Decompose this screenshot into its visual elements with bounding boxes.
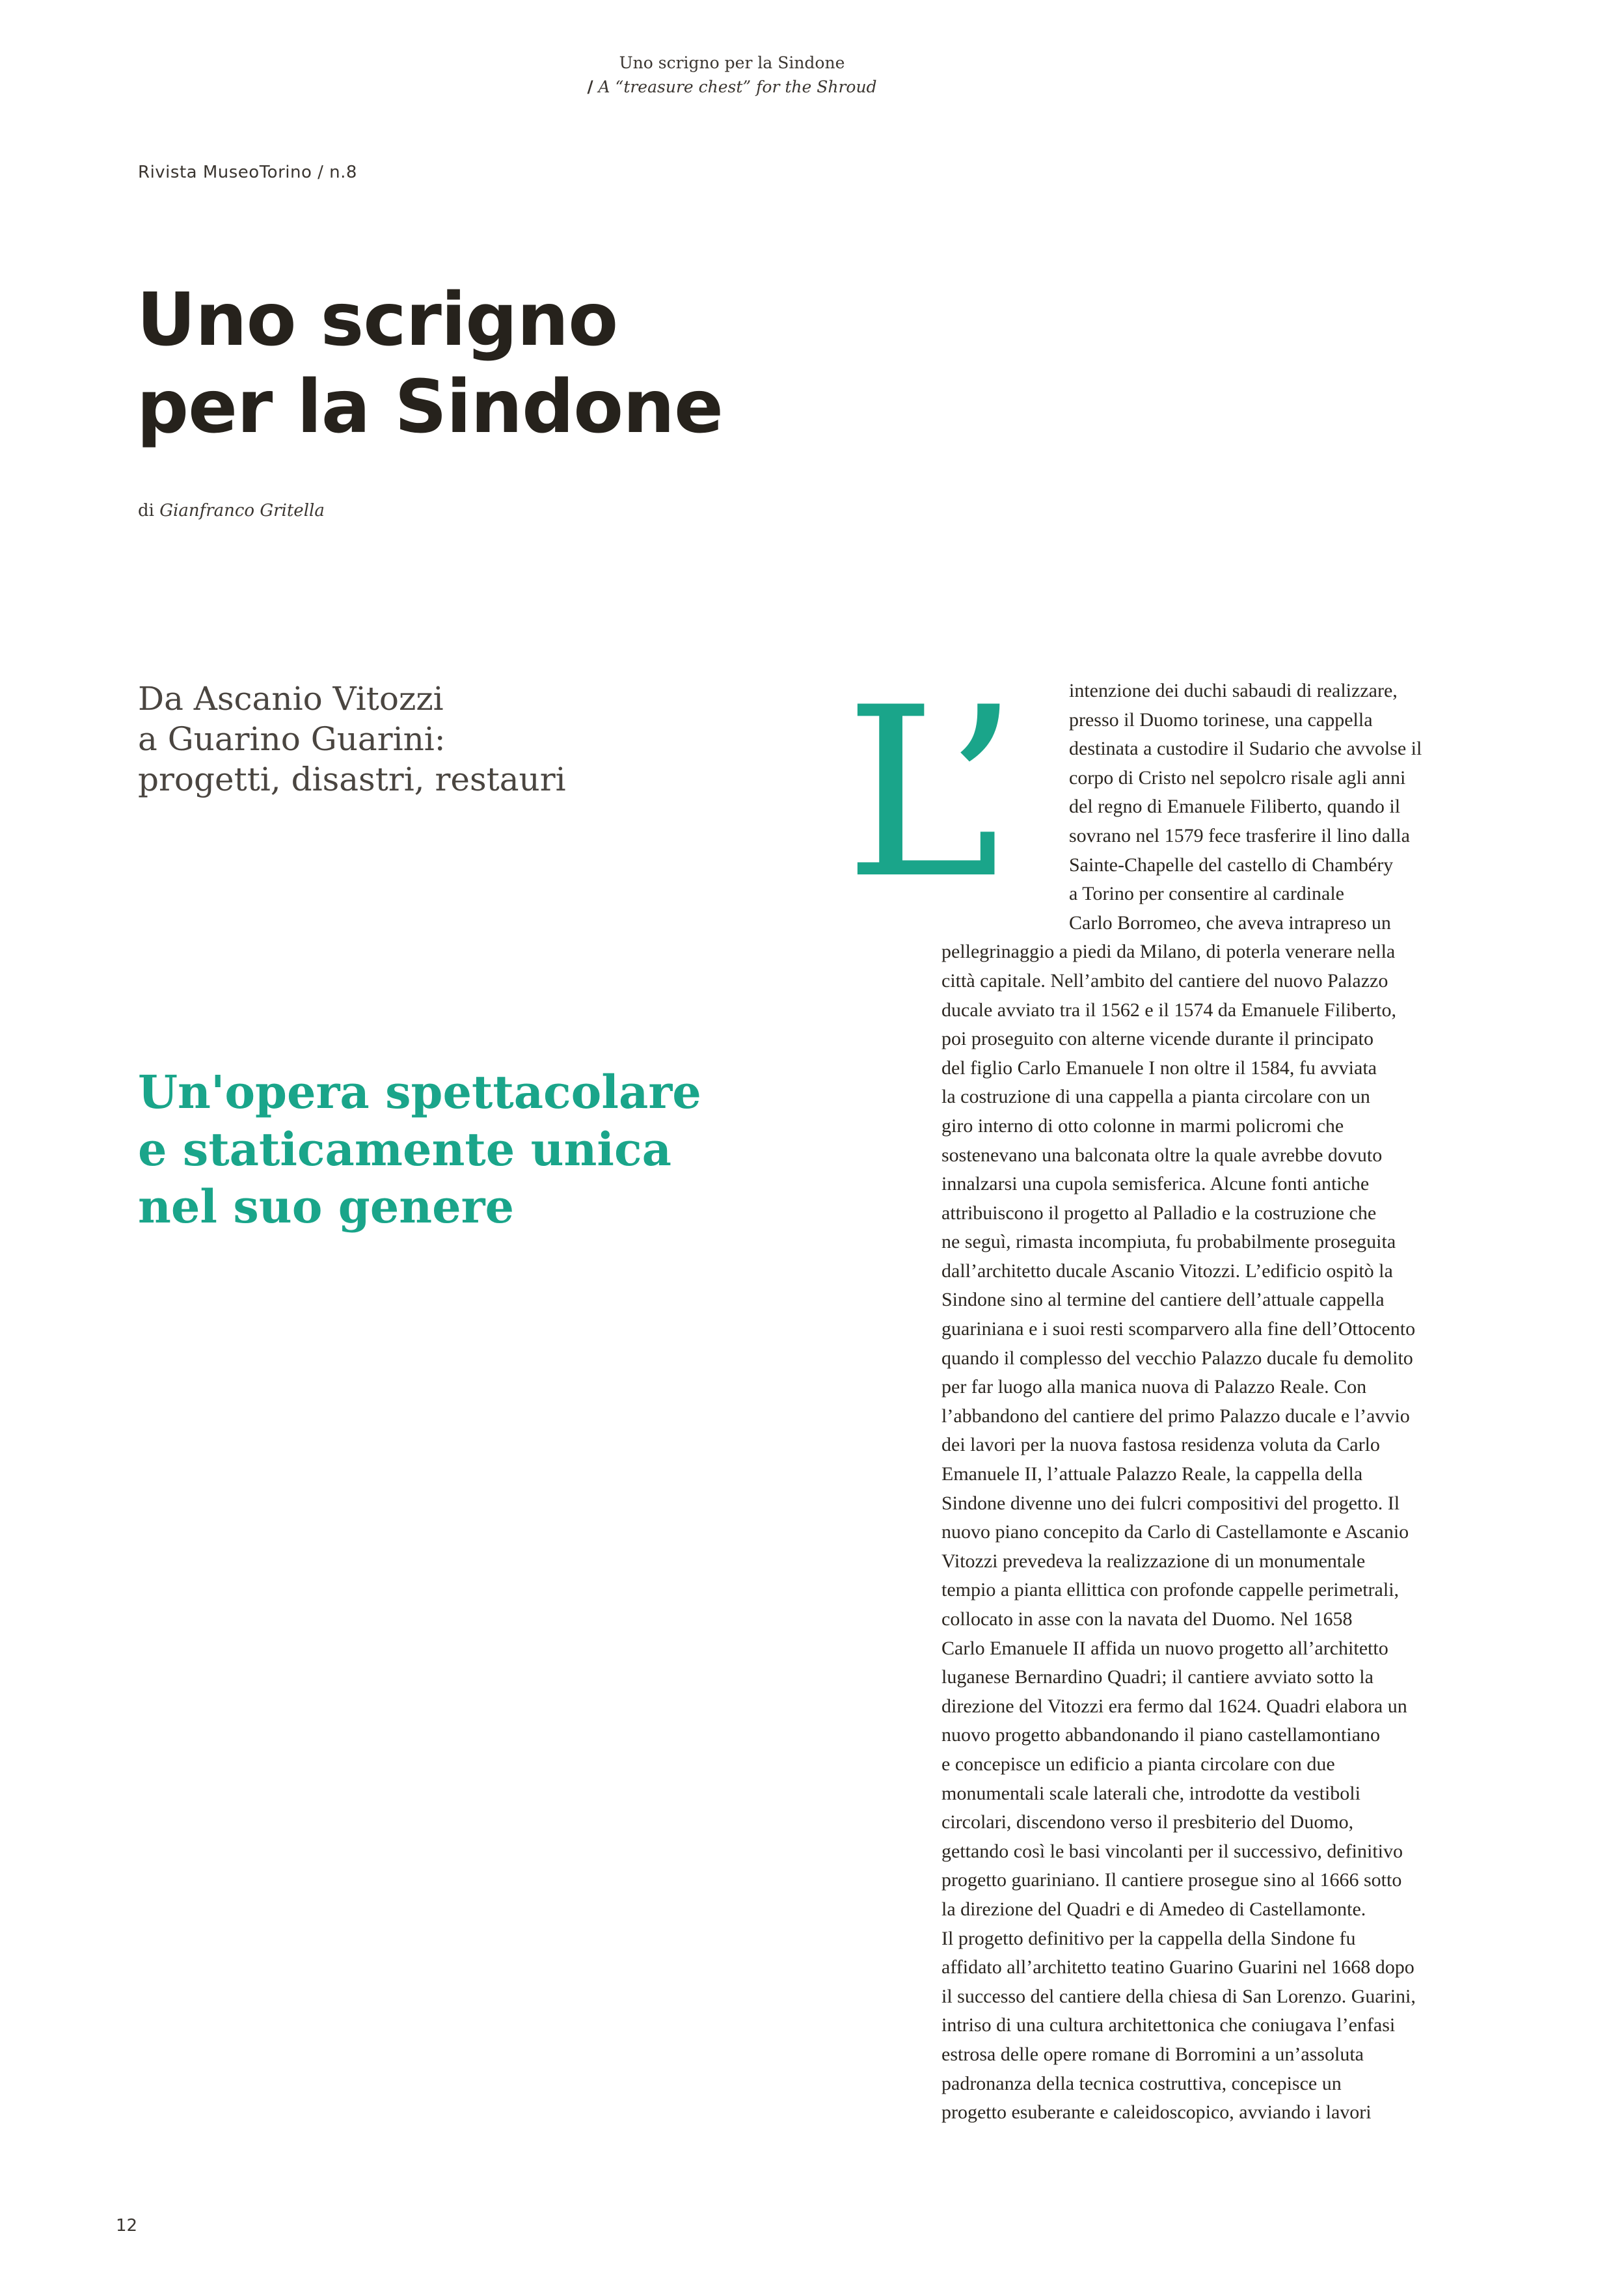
body-line: l’abbandono del cantiere del primo Palazzo ducale e l’avvio xyxy=(941,1405,1410,1427)
pull-quote-line-3: nel suo genere xyxy=(138,1180,515,1234)
byline xyxy=(138,501,325,520)
article-title xyxy=(137,277,723,451)
body-line: il successo del cantiere della chiesa di San Lorenzo. Guarini, xyxy=(941,1985,1416,2007)
body-line: affidato all’architetto teatino Guarino Guarini nel 1668 dopo xyxy=(941,1956,1414,1979)
body-line: Carlo Emanuele II affida un nuovo progetto all’architetto xyxy=(941,1637,1388,1659)
body-line: gettando così le basi vincolanti per il successivo, definitivo xyxy=(941,1840,1403,1862)
body-line: guariniana e i suoi resti scomparvero alla fine dell’Ottocento xyxy=(941,1318,1416,1340)
body-line: ducale avviato tra il 1562 e il 1574 da Emanuele Filiberto, xyxy=(941,999,1396,1021)
body-line: la costruzione di una cappella a pianta circolare con un xyxy=(941,1086,1370,1108)
running-header-title: Uno scrigno per la Sindone xyxy=(619,53,845,72)
body-line: Emanuele II, l’attuale Palazzo Reale, la cappella della xyxy=(941,1463,1363,1485)
body-line: estrosa delle opere romane di Borromini a un’assoluta xyxy=(941,2043,1364,2065)
body-line: sostenevano una balconata oltre la quale avrebbe dovuto xyxy=(941,1144,1383,1166)
body-line: ne seguì, rimasta incompiuta, fu probabilmente proseguita xyxy=(941,1231,1396,1253)
body-text xyxy=(941,677,1475,2127)
body-line: giro interno di otto colonne in marmi policromi che xyxy=(941,1114,1344,1137)
body-line: attribuiscono il progetto al Palladio e la costruzione che xyxy=(941,1202,1377,1224)
body-line: Carlo Borromeo, che aveva intrapreso un xyxy=(1069,912,1391,934)
body-line: dall’architetto ducale Ascanio Vitozzi. L’edificio ospitò la xyxy=(941,1260,1393,1282)
drop-cap: L’ xyxy=(845,657,1019,930)
article-subtitle xyxy=(138,679,566,800)
body-line: circolari, discendono verso il presbiterio del Duomo, xyxy=(941,1811,1354,1833)
body-line: destinata a custodire il Sudario che avvolse il xyxy=(1069,738,1422,760)
body-line: a Torino per consentire al cardinale xyxy=(1069,883,1344,905)
subtitle-line-3: progetti, disastri, restauri xyxy=(138,761,566,798)
page-number: 12 xyxy=(116,2216,138,2235)
body-line: luganese Bernardino Quadri; il cantiere avviato sotto la xyxy=(941,1666,1374,1688)
body-line: nuovo progetto abbandonando il piano castellamontiano xyxy=(941,1724,1381,1746)
body-line: Il progetto definitivo per la cappella della Sindone fu xyxy=(941,1927,1356,1949)
body-line: del regno di Emanuele Filiberto, quando il xyxy=(1069,796,1401,818)
body-line: padronanza della tecnica costruttiva, concepisce un xyxy=(941,2072,1342,2094)
byline-prefix: di xyxy=(138,501,154,520)
body-line: del figlio Carlo Emanuele I non oltre il 1584, fu avviata xyxy=(941,1057,1377,1079)
body-line: direzione del Vitozzi era fermo dal 1624. Quadri elabora un xyxy=(941,1695,1407,1717)
body-line: Sainte-Chapelle del castello di Chambéry xyxy=(1069,854,1394,876)
body-line: Vitozzi prevedeva la realizzazione di un monumentale xyxy=(941,1550,1366,1572)
body-line: per far luogo alla manica nuova di Palazzo Reale. Con xyxy=(941,1376,1367,1398)
article-title-line-2: per la Sindone xyxy=(137,365,723,450)
running-header-translation xyxy=(0,75,1464,99)
body-line: Sindone divenne uno dei fulcri compositivi del progetto. Il xyxy=(941,1492,1400,1514)
body-line: e concepisce un edificio a pianta circolare con due xyxy=(941,1753,1335,1775)
body-line: intriso di una cultura architettonica che coniugava l’enfasi xyxy=(941,2014,1396,2036)
body-line: presso il Duomo torinese, una cappella xyxy=(1069,709,1373,731)
subtitle-line-1: Da Ascanio Vitozzi xyxy=(138,680,444,718)
author-name: Gianfranco Gritella xyxy=(159,501,325,520)
body-line: poi proseguito con alterne vicende durante il principato xyxy=(941,1028,1374,1050)
pull-quote xyxy=(138,1064,701,1236)
pull-quote-line-1: Un'opera spettacolare xyxy=(138,1065,701,1119)
running-header xyxy=(0,51,1464,99)
body-line: pellegrinaggio a piedi da Milano, di poterla venerare nella xyxy=(941,941,1396,963)
body-line: quando il complesso del vecchio Palazzo ducale fu demolito xyxy=(941,1347,1413,1369)
body-line: sovrano nel 1579 fece trasferire il lino dalla xyxy=(1069,824,1410,846)
body-line: progetto guariniano. Il cantiere prosegue sino al 1666 sotto xyxy=(941,1869,1402,1891)
subtitle-line-2: a Guarino Guarini: xyxy=(138,720,446,758)
body-line: progetto esuberante e caleidoscopico, avviando i lavori xyxy=(941,2101,1372,2124)
body-line: tempio a pianta ellittica con profonde cappelle perimetrali, xyxy=(941,1579,1400,1601)
body-line: collocato in asse con la navata del Duomo. Nel 1658 xyxy=(941,1608,1353,1630)
journal-name: Rivista MuseoTorino / n.8 xyxy=(138,163,357,182)
body-line: nuovo piano concepito da Carlo di Castellamonte e Ascanio xyxy=(941,1521,1409,1543)
body-line: monumentali scale laterali che, introdotte da vestiboli xyxy=(941,1782,1360,1804)
body-line: città capitale. Nell’ambito del cantiere del nuovo Palazzo xyxy=(941,969,1388,992)
body-line: corpo di Cristo nel sepolcro risale agli anni xyxy=(1069,766,1406,789)
pull-quote-line-2: e staticamente unica xyxy=(138,1122,672,1176)
running-header-translation-text: A “treasure chest” for the Shroud xyxy=(598,77,877,96)
body-line: innalzarsi una cupola semisferica. Alcune fonti antiche xyxy=(941,1173,1370,1195)
body-line: la direzione del Quadri e di Amedeo di Castellamonte. xyxy=(941,1898,1366,1920)
body-line: dei lavori per la nuova fastosa residenza voluta da Carlo xyxy=(941,1434,1380,1456)
running-header-slash: / xyxy=(587,77,593,96)
body-line: Sindone sino al termine del cantiere dell’attuale cappella xyxy=(941,1289,1385,1311)
body-line: intenzione dei duchi sabaudi di realizzare, xyxy=(1069,680,1398,701)
article-title-line-1: Uno scrigno xyxy=(137,278,618,362)
